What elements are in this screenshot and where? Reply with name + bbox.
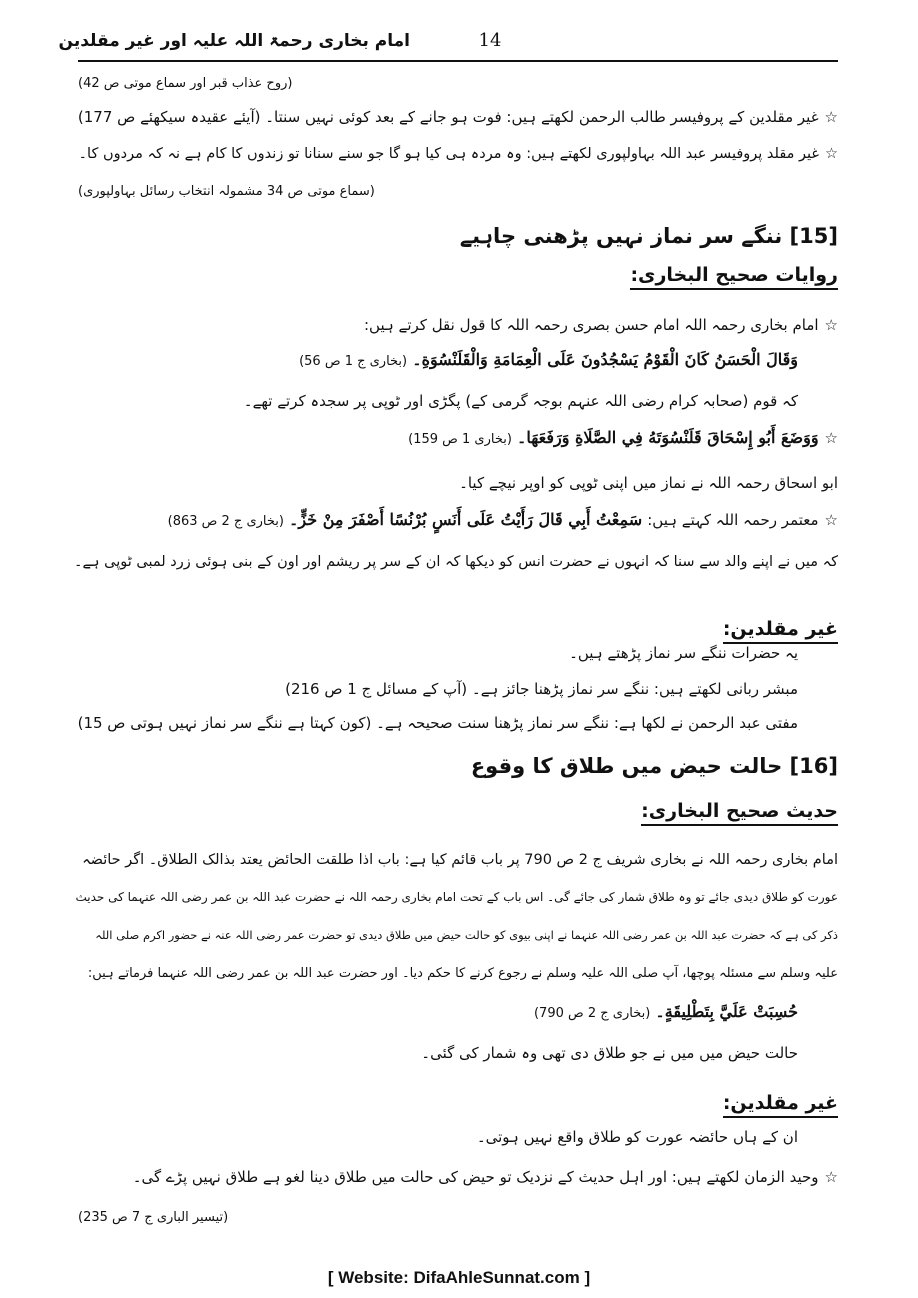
arabic-quote: سَمِعْتُ أَبِي قَالَ رَأَيْتُ عَلَى أَنَسٍ بُرْنُسًا أَصْفَرَ مِنْ خَزٍّ۔ [289,510,643,529]
text-line-content: معتمر رحمہ اللہ کہتے ہیں: [647,511,819,529]
star-icon: ☆ [824,1168,838,1186]
text-line: ان کے ہاں حائضہ عورت کو طلاق واقع نہیں ہوتی۔ [476,1128,798,1146]
paragraph-line: ذکر کی ہے کہ حضرت عبد اللہ بن عمر رضی اللہ عنہما نے اپنی بیوی کو حالت حیض میں طلاق دیدی تو حضرت عمر رضی اللہ عنہ نے حضور اکرم صلی اللہ [95,928,838,942]
subheading: غیر مقلدین: [723,1092,838,1118]
subheading: حدیث صحیح البخاری: [641,800,838,826]
text-line-content: غیر مقلدین کے پروفیسر طالب الرحمن لکھتے ہیں: فوت ہو جانے کے بعد کوئی نہیں سنتا۔ (آیئے عقیدہ سیکھئے ص 177) [77,108,819,126]
arabic-quote: حُسِبَتْ عَلَيَّ بِتَطْلِيقَةٍ۔ [655,1002,798,1021]
website-footer: [ Website: DifaAhleSunnat.com ] [327,1268,591,1287]
star-icon: ☆ [824,108,838,126]
section-heading: [15] ننگے سر نماز نہیں پڑھنی چاہیے [459,224,838,248]
paragraph-line: علیہ وسلم سے مسئلہ پوچھا، آپ صلی اللہ علیہ وسلم نے رجوع کرنے کا حکم دیا۔ اور حضرت عبد اللہ بن عمر رضی اللہ عنہما فرماتے ہیں: [87,966,838,981]
text-line [364,316,838,334]
arabic-quote-line [168,510,838,529]
header-title: امام بخاری رحمۃ اللہ علیہ اور غیر مقلدین [58,31,410,51]
text-line [78,108,838,126]
text-line: مبشر ربانی لکھتے ہیں: ننگے سر نماز پڑھنا جائز ہے۔ (آپ کے مسائل ج 1 ص 216) [285,680,798,698]
star-icon: ☆ [824,511,838,529]
arabic-quote: وَقَالَ الْحَسَنُ كَانَ الْقَوْمُ يَسْجُدُونَ عَلَى الْعِمَامَةِ وَالْقَلَنْسُوَةِ۔ [412,350,798,369]
star-icon: ☆ [824,429,838,447]
text-line: ابو اسحاق رحمہ اللہ نے نماز میں اپنی ٹوپی کو اوپر نیچے کیا۔ [459,474,838,492]
quote-reference: (بخاری ج 1 ص 56) [299,354,408,369]
arabic-quote-line [534,1002,798,1021]
reference-line: (روح عذاب قبر اور سماع موتی ص 42) [78,76,293,91]
star-icon: ☆ [825,146,838,162]
text-line: کہ قوم (صحابہ کرام رضی اللہ عنہم بوجہ گرمی کے) پگڑی اور ٹوپی پر سجدہ کرتے تھے۔ [243,392,798,410]
quote-reference: (بخاری 1 ص 159) [408,432,512,447]
text-line: مفتی عبد الرحمن نے لکھا ہے: ننگے سر نماز پڑھنا سنت صحیحہ ہے۔ (کون کہتا ہے ننگے سر نماز نہیں ہوتی ص 15) [77,714,798,732]
text-line: یہ حضرات ننگے سر نماز پڑھتے ہیں۔ [569,644,798,662]
text-line-content: غیر مقلد پروفیسر عبد اللہ بہاولپوری لکھتے ہیں: وہ مردہ ہی کیا ہو گا جو سنے سنانا تو زندوں کا کام ہے نہ کہ مردوں کا۔ [78,146,819,162]
text-line [133,1168,838,1186]
paragraph-line: امام بخاری رحمہ اللہ نے بخاری شریف ج 2 ص 790 پر باب قائم کیا ہے: باب اذا طلقت الحائض یعتد بذالک الطلاق۔ اگر حائضہ [82,852,838,868]
header-rule [78,60,838,62]
text-line [79,146,838,162]
page-number: 14 [478,30,502,51]
reference-line: (تیسیر الباری ج 7 ص 235) [78,1210,229,1225]
arabic-quote-line [408,428,838,447]
arabic-quote-line [299,350,798,369]
text-line: کہ میں نے اپنے والد سے سنا کہ انہوں نے حضرت انس کو دیکھا کہ ان کے سر پر ریشم اور اون کے بنی ہوئی زرد لمبی ٹوپی ہے۔ [74,554,838,570]
star-icon: ☆ [824,316,838,334]
text-line-content: وحید الزمان لکھتے ہیں: اور اہل حدیث کے نزدیک تو حیض کی حالت میں طلاق دینا لغو ہے طلاق نہیں پڑے گی۔ [132,1168,819,1186]
paragraph-line: عورت کو طلاق دیدی جائے تو وہ طلاق شمار کی جائے گی۔ اس باب کے تحت امام بخاری رحمہ اللہ نے حضرت عبد اللہ بن عمر رضی اللہ عنہما کی حدیث [75,890,838,904]
text-line: حالت حیض میں میں نے جو طلاق دی تھی وہ شمار کی گئی۔ [421,1044,798,1062]
text-line-content: امام بخاری رحمہ اللہ امام حسن بصری رحمہ اللہ کا قول نقل کرتے ہیں: [363,316,819,334]
reference-line: (سماع موتی ص 34 مشمولہ انتخاب رسائل بہاولپوری) [78,184,375,199]
section-heading: [16] حالت حیض میں طلاق کا وقوع [470,754,838,778]
quote-reference: (بخاری ج 2 ص 790) [533,1006,651,1021]
subheading: غیر مقلدین: [723,618,838,644]
arabic-quote: وَوَضَعَ أَبُو إِسْحَاقَ قَلَنْسُوَتَهُ فِي الصَّلَاةِ وَرَفَعَهَا۔ [517,428,819,447]
quote-reference: (بخاری ج 2 ص 863) [167,514,284,529]
subheading: روایات صحیح البخاری: [630,264,838,290]
